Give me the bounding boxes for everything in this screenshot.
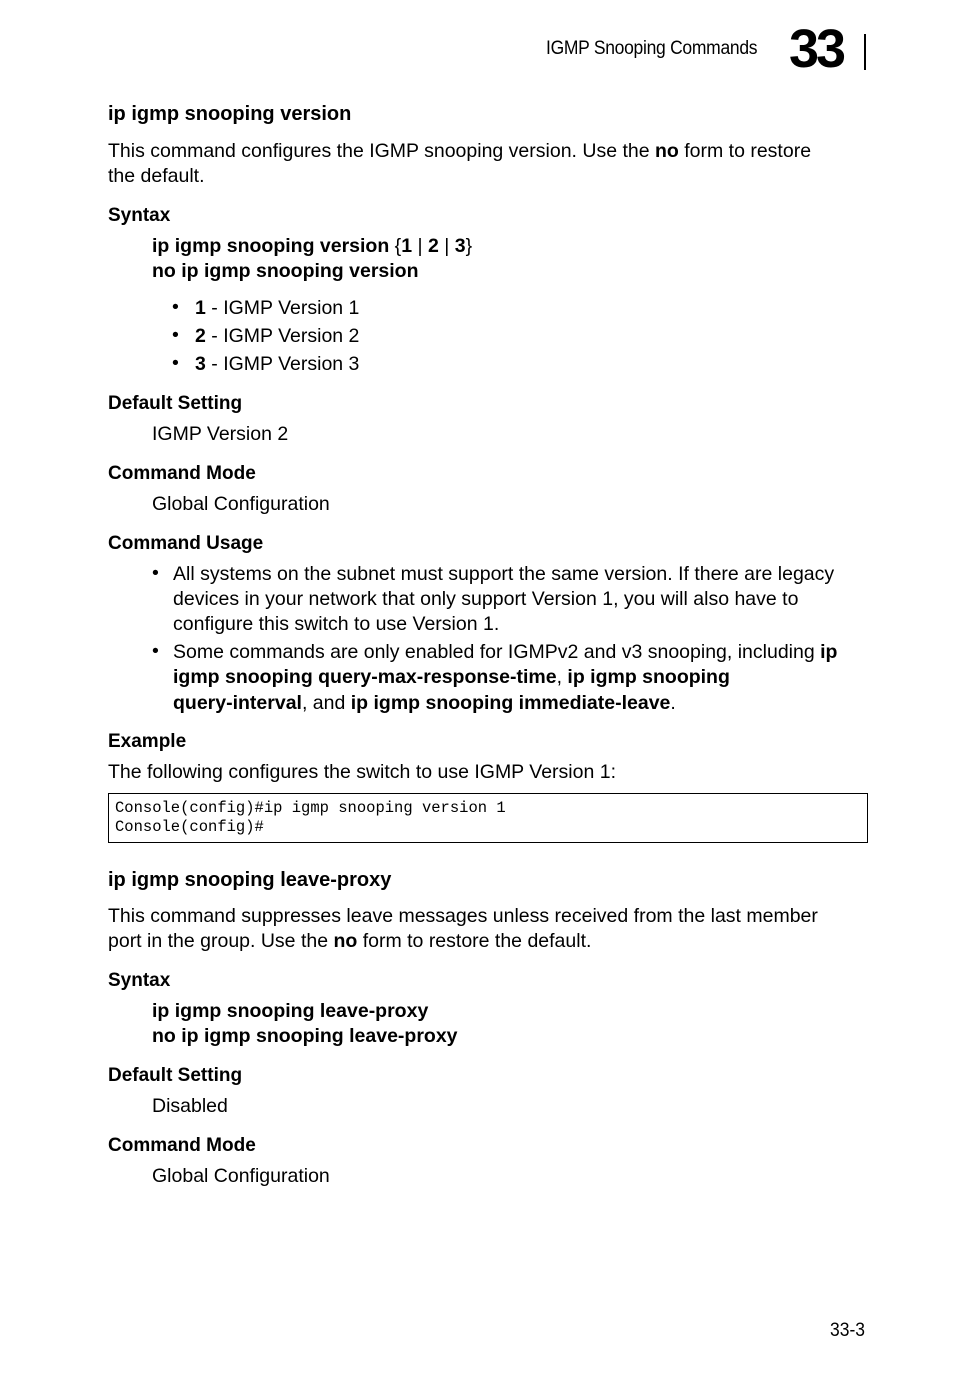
- option-item: 1 - IGMP Version 1: [195, 297, 360, 319]
- code-example-box: [108, 793, 868, 843]
- syntax-line: ip igmp snooping version {1 | 2 | 3}: [152, 235, 473, 257]
- default-setting-heading: Default Setting: [108, 1065, 243, 1086]
- section-title-version: ip igmp snooping version: [108, 103, 352, 125]
- code-line: Console(config)#: [115, 818, 264, 836]
- command-mode-value: Global Configuration: [152, 1165, 330, 1187]
- syntax-line-no-form: no ip igmp snooping leave-proxy: [152, 1025, 458, 1047]
- usage-item-line: All systems on the subnet must support the same version. If there are legacy: [173, 563, 835, 585]
- syntax-heading: Syntax: [108, 970, 171, 991]
- usage-item-line: query-interval, and ip igmp snooping immediate-leave.: [173, 692, 676, 714]
- default-setting-value: IGMP Version 2: [152, 423, 289, 445]
- section-description: This command configures the IGMP snooping version. Use the no form to restore: [108, 140, 812, 162]
- bullet: •: [152, 640, 159, 662]
- section-title-leave-proxy: ip igmp snooping leave-proxy: [108, 869, 392, 891]
- section-description: This command suppresses leave messages unless received from the last member: [108, 905, 818, 927]
- example-heading: Example: [108, 731, 187, 752]
- bullet: •: [152, 562, 159, 584]
- usage-item-line: devices in your network that only support Version 1, you will also have to: [173, 588, 799, 610]
- chapter-number: 33: [789, 19, 844, 79]
- bullet: •: [172, 352, 179, 374]
- section-description-line2: port in the group. Use the no form to restore the default.: [108, 930, 592, 952]
- usage-item-line: Some commands are only enabled for IGMPv2 and v3 snooping, including ip: [173, 641, 838, 663]
- command-usage-heading: Command Usage: [108, 533, 264, 554]
- command-mode-heading: Command Mode: [108, 1135, 256, 1156]
- syntax-heading: Syntax: [108, 205, 171, 226]
- command-mode-heading: Command Mode: [108, 463, 256, 484]
- example-description: The following configures the switch to use IGMP Version 1:: [108, 761, 616, 783]
- page-number: 33-3: [830, 1320, 865, 1341]
- syntax-line: ip igmp snooping leave-proxy: [152, 1000, 429, 1022]
- section-description-line2: the default.: [108, 165, 205, 187]
- default-setting-value: Disabled: [152, 1095, 228, 1117]
- bullet: •: [172, 296, 179, 318]
- usage-item-line: configure this switch to use Version 1.: [173, 613, 500, 635]
- chapter-divider: [864, 34, 866, 70]
- code-line: Console(config)#ip igmp snooping version 1: [115, 799, 506, 817]
- syntax-line-no-form: no ip igmp snooping version: [152, 260, 419, 282]
- chapter-title: IGMP Snooping Commands: [546, 38, 758, 59]
- command-mode-value: Global Configuration: [152, 493, 330, 515]
- bullet: •: [172, 324, 179, 346]
- default-setting-heading: Default Setting: [108, 393, 243, 414]
- option-item: 3 - IGMP Version 3: [195, 353, 360, 375]
- option-item: 2 - IGMP Version 2: [195, 325, 360, 347]
- usage-item-line: igmp snooping query-max-response-time, ip igmp snooping: [173, 666, 730, 688]
